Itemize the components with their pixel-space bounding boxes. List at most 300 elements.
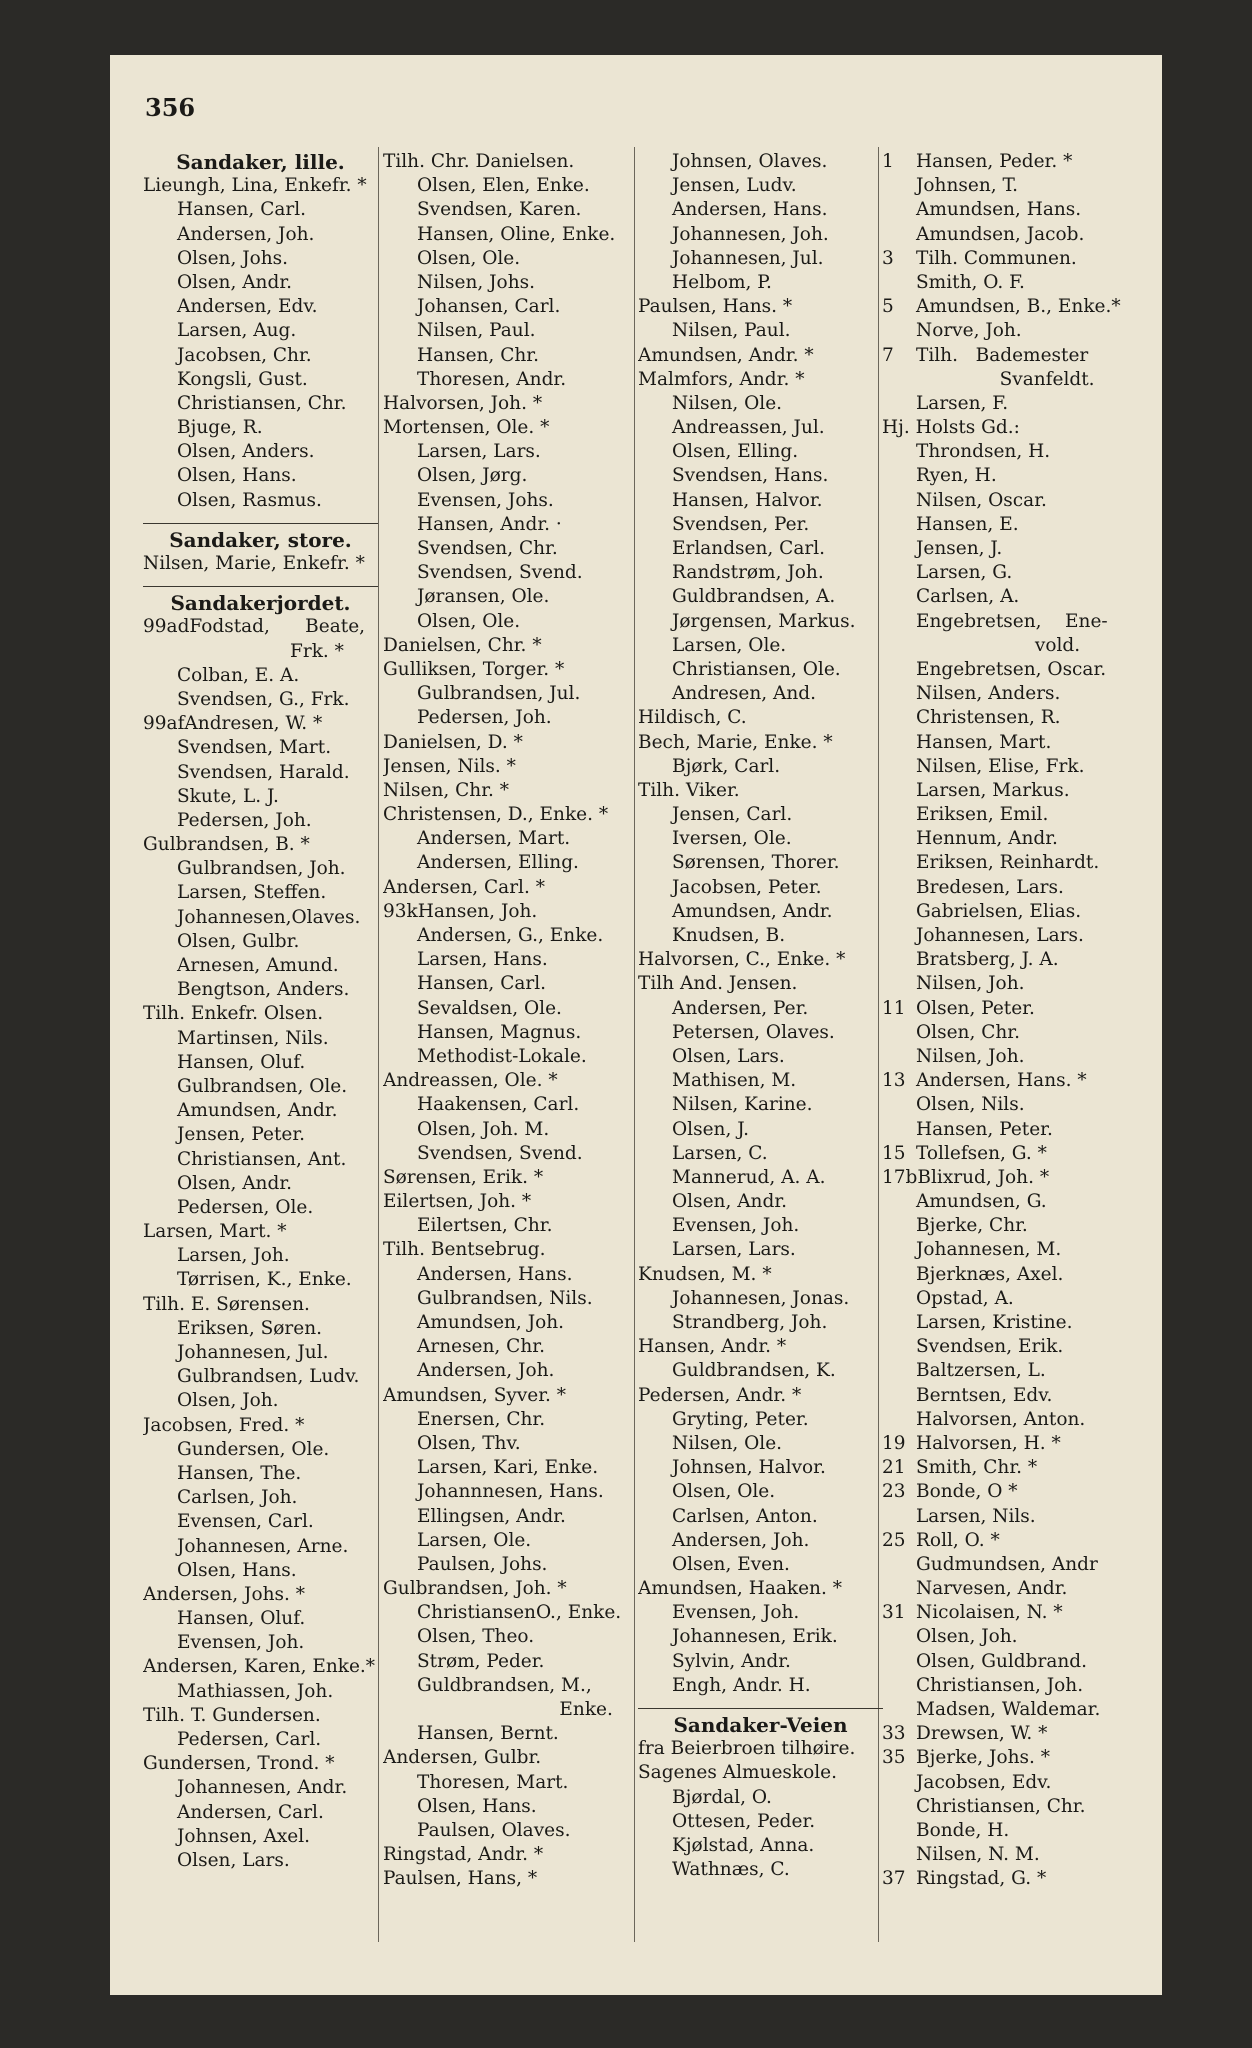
directory-entry: Nilsen, Marie, Enkefr. * <box>143 553 365 574</box>
directory-entry: Halvorsen, Joh. * <box>383 392 543 414</box>
directory-entry: Johnsen, Axel. <box>177 1825 311 1847</box>
directory-entry: Hansen, Oluf. <box>177 1608 306 1630</box>
directory-entry: Pedersen, Carl. <box>177 1729 322 1750</box>
directory-entry: Halvorsen, C., Enke. * <box>638 949 846 971</box>
directory-entry: Larsen, Hans. <box>417 949 548 971</box>
directory-entry: Gulbrandsen, Nils. <box>417 1287 593 1309</box>
directory-entry: Larsen, C. <box>672 1142 768 1164</box>
directory-entry: Lieungh, Lina, Enkefr. * <box>143 175 367 197</box>
directory-entry: Gryting, Peter. <box>672 1408 809 1430</box>
directory-entry: Knudsen, M. * <box>638 1263 772 1285</box>
directory-entry: Tilh. E. Sørensen. <box>143 1293 310 1315</box>
directory-entry: Johannesen, Andr. <box>177 1777 348 1799</box>
directory-entry: Andersen, Mart. <box>417 828 571 850</box>
directory-entry: Larsen, G. <box>916 562 1013 584</box>
house-number: 7 <box>882 344 894 366</box>
directory-entry: Mathiassen, Joh. <box>177 1680 334 1702</box>
directory-entry: fra Beierbroen tilhøire. <box>638 1738 856 1760</box>
directory-entry: Bjørk, Carl. <box>672 755 781 777</box>
directory-entry: Johannesen, Erik. <box>672 1626 838 1648</box>
directory-entry: Amundsen, Andr. <box>177 1100 338 1122</box>
directory-entry: Olsen, Thv. <box>417 1432 521 1454</box>
directory-entry: Andreassen, Jul. <box>672 417 825 439</box>
directory-entry: Hansen, Magnus. <box>417 1021 582 1043</box>
directory-entry: Pedersen, Ole. <box>177 1196 314 1218</box>
directory-entry: Nilsen, Johs. <box>417 271 535 293</box>
directory-entry: Carlsen, A. <box>916 586 1020 608</box>
directory-entry: Hansen, Andr. · <box>417 513 562 535</box>
directory-entry: Thoresen, Mart. <box>417 1771 569 1793</box>
directory-entry: Amundsen, Hans. <box>916 199 1082 221</box>
entry-text: Tilh. Bademester <box>916 344 1089 366</box>
directory-entry: Olsen, Lars. <box>672 1045 785 1067</box>
street-heading: Sandakerjordet. <box>170 591 351 616</box>
directory-entry: Nilsen, Anders. <box>916 683 1061 705</box>
numbered-entry <box>882 295 1127 319</box>
directory-entry: Larsen, Markus. <box>916 779 1070 801</box>
directory-entry: Guldbrandsen, A. <box>672 586 836 608</box>
directory-entry: Gulbrandsen, Joh. <box>177 858 346 880</box>
directory-entry: Christiansen, Ant. <box>177 1148 347 1170</box>
directory-entry: Larsen, Steffen. <box>177 882 327 904</box>
column-3 <box>638 150 883 1882</box>
directory-entry: Hansen, Bernt. <box>417 1723 559 1745</box>
directory-entry: Hansen, The. <box>177 1462 302 1484</box>
directory-entry: Johannesen, Lars. <box>916 925 1084 946</box>
directory-entry: Paulsen, Olaves. <box>417 1819 571 1841</box>
entry-text: Blixrud, Joh. * <box>917 1166 1050 1188</box>
directory-entry: Andersen, Edv. <box>177 296 318 318</box>
column-rule <box>378 147 379 1942</box>
directory-entry: Carlsen, Anton. <box>672 1505 818 1527</box>
directory-entry: Ellingsen, Andr. <box>417 1505 566 1527</box>
directory-entry: Amundsen, G. <box>916 1191 1047 1213</box>
directory-entry: Larsen, Kari, Enke. <box>417 1457 599 1479</box>
directory-entry: Kongsli, Gust. <box>177 368 308 390</box>
directory-entry: Svendsen, G., Frk. <box>177 688 350 710</box>
entry-text: Tollefsen, G. * <box>916 1142 1047 1164</box>
directory-entry: Thoresen, Andr. <box>417 368 567 390</box>
directory-entry: Ottesen, Peder. <box>672 1810 816 1832</box>
directory-entry: Svendsen, Mart. <box>177 737 332 759</box>
directory-entry: Larsen, Kristine. <box>916 1312 1073 1333</box>
directory-entry: Nilsen, Paul. <box>417 320 536 342</box>
directory-entry: Tørrisen, K., Enke. <box>177 1269 352 1291</box>
directory-entry: Jensen, J. <box>916 538 1003 559</box>
directory-entry: Larsen, Ole. <box>672 634 787 656</box>
directory-entry: Andersen, Joh. <box>672 1529 810 1551</box>
directory-entry: Jørgensen, Markus. <box>672 610 856 632</box>
directory-entry: Olsen, Andr. <box>672 1191 788 1213</box>
directory-entry: Jensen, Carl. <box>672 804 793 826</box>
directory-entry: Hansen, Mart. <box>916 731 1052 753</box>
numbered-entry <box>882 1166 1127 1190</box>
directory-entry: Andreassen, Ole. * <box>383 1070 558 1092</box>
column-4 <box>882 150 1127 1892</box>
house-number: 13 <box>882 1070 906 1092</box>
directory-entry: Throndsen, H. <box>916 441 1051 463</box>
directory-entry: Arnesen, Chr. <box>417 1336 545 1358</box>
numbered-entry <box>882 1069 1127 1093</box>
directory-entry: Nilsen, Chr. * <box>383 779 510 801</box>
directory-entry: Amundsen, Syver. * <box>383 1384 567 1406</box>
directory-entry: Mathisen, M. <box>672 1070 797 1092</box>
directory-entry: Jacobsen, Chr. <box>177 344 312 366</box>
directory-entry: Jøransen, Ole. <box>417 586 550 608</box>
directory-entry: Paulsen, Hans, * <box>383 1868 538 1890</box>
entry-text: Andersen, Hans. * <box>916 1070 1087 1092</box>
directory-entry: Gulbrandsen, Jul. <box>417 683 581 705</box>
directory-entry: Tilh. Bentsebrug. <box>383 1239 546 1261</box>
numbered-entry <box>882 1722 1127 1746</box>
directory-entry: Jensen, Ludv. <box>672 175 797 197</box>
entry-text: Halvorsen, H. * <box>916 1432 1061 1454</box>
street-heading: Sandaker-Veien <box>673 1713 848 1737</box>
directory-entry: Johannnesen, Hans. <box>417 1481 604 1503</box>
directory-entry: Olsen, Elling. <box>672 441 799 463</box>
directory-entry: 99afAndresen, W. * <box>143 713 323 735</box>
directory-entry: Christensen, D., Enke. * <box>383 804 609 826</box>
directory-entry: Hansen, Carl. <box>417 973 547 995</box>
directory-entry: Petersen, Olaves. <box>672 1021 835 1043</box>
directory-page <box>110 55 1162 1995</box>
directory-entry: Larsen, Lars. <box>417 441 541 463</box>
entry-text: Olsen, Peter. <box>916 997 1035 1019</box>
directory-entry: Arnesen, Amund. <box>177 955 339 976</box>
directory-entry: Svendsen, Hans. <box>672 465 829 487</box>
directory-entry: Eriksen, Emil. <box>916 804 1049 826</box>
entry-text: Tilh. Communen. <box>916 247 1077 269</box>
directory-entry: Andersen, Gulbr. <box>383 1747 542 1769</box>
directory-entry: Kjølstad, Anna. <box>672 1834 815 1856</box>
directory-entry: Guldbrandsen, K. <box>672 1360 836 1382</box>
directory-entry: Johannesen, Joh. <box>672 223 829 245</box>
directory-entry: Hansen, Oluf. <box>177 1051 306 1073</box>
directory-entry: Christiansen, Ole. <box>672 658 841 680</box>
directory-entry: Andersen, Joh. <box>177 223 315 245</box>
directory-entry: Gulbrandsen, B. * <box>143 834 310 856</box>
directory-entry: Enersen, Chr. <box>417 1408 546 1430</box>
directory-entry: Bjuge, R. <box>177 417 263 439</box>
directory-entry: Andersen, G., Enke. <box>417 925 604 946</box>
directory-entry: Bratsberg, J. A. <box>916 949 1059 971</box>
house-number: 11 <box>882 997 906 1019</box>
entry-text: Drewsen, W. * <box>916 1723 1048 1745</box>
directory-entry: Olsen, Gulbr. <box>177 930 300 952</box>
directory-entry: Gundersen, Trond. * <box>143 1753 335 1775</box>
entry-text: Ringstad, G. * <box>916 1868 1047 1890</box>
entry-text: Bonde, O * <box>916 1481 1018 1503</box>
directory-entry: Eilertsen, Joh. * <box>383 1191 532 1213</box>
directory-entry: Johannesen, M. <box>916 1239 1062 1261</box>
directory-entry: Gulliksen, Torger. * <box>383 658 565 680</box>
directory-entry: Amundsen, Jacob. <box>916 223 1085 245</box>
directory-entry: Larsen, Joh. <box>177 1245 290 1267</box>
directory-entry: Andersen, Carl. <box>177 1801 324 1823</box>
directory-entry: Iversen, Ole. <box>672 828 792 850</box>
directory-entry: Gulbrandsen, Ludv. <box>177 1366 360 1388</box>
house-number: 3 <box>882 247 894 269</box>
numbered-entry <box>882 1529 1127 1553</box>
column-1 <box>143 150 378 1873</box>
directory-entry: Engebretsen, Ene- <box>916 610 1108 632</box>
directory-entry: Carlsen, Joh. <box>177 1487 298 1509</box>
directory-entry: Svendsen, Per. <box>672 513 810 535</box>
directory-entry: Johnsen, Olaves. <box>672 151 828 172</box>
directory-entry: Sørensen, Thorer. <box>672 852 840 874</box>
section-divider <box>143 523 378 524</box>
entry-text: Hansen, Peder. * <box>916 151 1073 172</box>
directory-entry: Paulsen, Hans. * <box>638 296 793 318</box>
directory-entry: Eilertsen, Chr. <box>417 1215 553 1237</box>
directory-entry: Evensen, Carl. <box>177 1511 314 1533</box>
directory-entry: Johnsen, Halvor. <box>672 1457 826 1479</box>
entry-text: Roll, O. * <box>916 1529 1000 1551</box>
directory-entry: Bengtson, Anders. <box>177 979 350 1001</box>
directory-entry: 93kHansen, Joh. <box>383 900 538 922</box>
directory-entry: Pedersen, Andr. * <box>638 1384 802 1406</box>
directory-entry: Johansen, Carl. <box>417 296 561 318</box>
directory-entry: Sevaldsen, Ole. <box>417 997 562 1019</box>
directory-entry: Amundsen, Andr. <box>672 900 833 922</box>
directory-entry: Johannesen, Arne. <box>177 1535 349 1557</box>
house-number: 15 <box>882 1142 906 1164</box>
house-number: 17b <box>882 1166 918 1188</box>
directory-entry: Tilh. Viker. <box>638 779 740 801</box>
house-number: 25 <box>882 1529 906 1551</box>
directory-entry: Hansen, Chr. <box>417 344 539 366</box>
directory-entry: Sylvin, Andr. <box>672 1650 791 1672</box>
directory-entry: Bonde, H. <box>916 1819 1010 1841</box>
house-number: 1 <box>882 151 894 172</box>
directory-entry: Svendsen, Karen. <box>417 199 582 221</box>
directory-entry: Hennum, Andr. <box>916 828 1058 850</box>
directory-entry: Paulsen, Johs. <box>417 1553 548 1575</box>
directory-entry: Johannesen, Jul. <box>672 247 824 269</box>
directory-entry: Andersen, Carl. * <box>383 876 545 898</box>
numbered-entry <box>882 1456 1127 1480</box>
directory-entry: Tilh. T. Gundersen. <box>143 1704 321 1726</box>
directory-entry: Methodist-Lokale. <box>417 1045 587 1067</box>
directory-entry: Nilsen, Joh. <box>916 1045 1025 1067</box>
section-divider <box>143 586 378 587</box>
directory-entry: Christensen, R. <box>916 707 1061 729</box>
directory-entry: Olsen, Elen, Enke. <box>417 175 590 197</box>
directory-entry: Olsen, Even. <box>672 1553 790 1575</box>
page-number: 356 <box>145 93 196 122</box>
directory-entry: Tilh And. Jensen. <box>638 973 798 995</box>
directory-entry: Svendsen, Svend. <box>417 562 583 584</box>
directory-entry: Olsen, Andr. <box>177 1172 293 1194</box>
directory-entry: Malmfors, Andr. * <box>638 368 805 390</box>
directory-entry: Christiansen, Joh. <box>916 1674 1084 1696</box>
numbered-entry <box>882 150 1127 174</box>
directory-entry: Gundersen, Ole. <box>177 1438 330 1460</box>
directory-entry: Andersen, Elling. <box>417 852 579 874</box>
numbered-entry <box>882 1746 1127 1770</box>
house-number: 19 <box>882 1432 906 1454</box>
directory-entry: Nilsen, Paul. <box>672 320 791 342</box>
directory-entry: Nilsen, N. M. <box>916 1844 1040 1866</box>
directory-entry: Hansen, Andr. * <box>638 1336 787 1358</box>
directory-entry: Olsen, Joh. M. <box>417 1118 550 1140</box>
directory-entry: Smith, O. F. <box>916 271 1025 293</box>
directory-entry: Engebretsen, Oscar. <box>916 658 1107 680</box>
directory-entry: Nilsen, Ole. <box>672 392 783 414</box>
directory-entry: Svanfeldt. <box>882 368 1095 390</box>
directory-entry: Olsen, Rasmus. <box>177 489 322 511</box>
directory-entry: Olsen, Guldbrand. <box>916 1650 1088 1672</box>
directory-entry: Randstrøm, Joh. <box>672 562 824 584</box>
directory-entry: Gulbrandsen, Joh. * <box>383 1578 567 1600</box>
directory-entry: Johnsen, T. <box>916 175 1019 197</box>
directory-entry: Svendsen, Svend. <box>417 1142 583 1164</box>
directory-entry: Danielsen, D. * <box>383 731 523 753</box>
directory-entry: Tilh. Chr. Danielsen. <box>383 151 575 172</box>
directory-entry: Erlandsen, Carl. <box>672 538 825 559</box>
directory-entry: Nilsen, Oscar. <box>916 489 1047 511</box>
directory-entry: Colban, E. A. <box>177 664 300 686</box>
street-heading: Sandaker, lille. <box>176 150 345 174</box>
directory-entry: Evensen, Joh. <box>672 1215 800 1237</box>
numbered-entry <box>882 1432 1127 1456</box>
directory-entry: Olsen, Johs. <box>177 247 289 269</box>
directory-entry: Eriksen, Søren. <box>177 1317 322 1339</box>
directory-entry: Olsen, Hans. <box>177 465 297 487</box>
column-2 <box>383 150 633 1892</box>
directory-entry: Olsen, Joh. <box>177 1390 279 1412</box>
directory-entry: Evensen, Johs. <box>417 489 554 511</box>
directory-entry: Jensen, Peter. <box>177 1124 306 1146</box>
directory-entry: Svendsen, Harald. <box>177 761 350 783</box>
directory-entry: Pedersen, Joh. <box>177 809 312 831</box>
directory-entry: 99adFodstad, Beate, <box>143 616 366 638</box>
house-number: 33 <box>882 1723 906 1745</box>
directory-entry: Hansen, E. <box>916 513 1019 535</box>
directory-entry: Mannerud, A. A. <box>672 1166 826 1188</box>
directory-entry: Larsen, Aug. <box>177 320 297 342</box>
directory-entry: Madsen, Waldemar. <box>916 1699 1101 1720</box>
directory-entry: Frk. * <box>143 640 344 662</box>
directory-entry: ChristiansenO., Enke. <box>417 1602 622 1624</box>
directory-entry: Narvesen, Andr. <box>916 1578 1068 1600</box>
directory-entry: Olsen, Andr. <box>177 271 293 293</box>
directory-entry: Olsen, Lars. <box>177 1849 290 1871</box>
directory-entry: Andersen, Karen, Enke.* <box>143 1656 376 1678</box>
directory-entry: Olsen, Hans. <box>417 1795 537 1817</box>
directory-entry: Bjørdal, O. <box>672 1786 772 1808</box>
directory-entry: Bjerknæs, Axel. <box>916 1263 1064 1285</box>
house-number: 5 <box>882 296 894 318</box>
directory-entry: Gulbrandsen, Ole. <box>177 1075 348 1097</box>
directory-entry: Christiansen, Chr. <box>177 392 347 414</box>
entry-text: Amundsen, B., Enke.* <box>916 296 1121 318</box>
directory-entry: Larsen, F. <box>916 392 1009 414</box>
directory-entry: Guldbrandsen, M., <box>417 1674 592 1696</box>
directory-entry: Skute, L. J. <box>177 785 279 807</box>
house-number: 35 <box>882 1747 906 1769</box>
directory-entry: Christiansen, Chr. <box>916 1795 1086 1817</box>
house-number: 31 <box>882 1602 906 1624</box>
directory-entry: Hansen, Halvor. <box>672 489 823 511</box>
directory-entry: Martinsen, Nils. <box>177 1027 329 1049</box>
directory-entry: vold. <box>882 634 1081 656</box>
directory-entry: Larsen, Ole. <box>417 1529 532 1551</box>
directory-entry: Knudsen, B. <box>672 925 786 946</box>
directory-entry: Johannesen,Olaves. <box>177 906 361 928</box>
directory-entry: Jensen, Nils. * <box>383 755 516 777</box>
directory-entry: Andresen, And. <box>672 683 817 705</box>
numbered-entry <box>882 1142 1127 1166</box>
directory-entry: Amundsen, Andr. * <box>638 344 814 366</box>
directory-entry: Jacobsen, Fred. * <box>143 1414 305 1436</box>
directory-entry: Andersen, Hans. <box>417 1263 573 1285</box>
house-number: 21 <box>882 1457 906 1479</box>
directory-entry: Olsen, Hans. <box>177 1559 297 1581</box>
entry-text: Nicolaisen, N. * <box>916 1602 1063 1624</box>
numbered-entry <box>882 1601 1127 1625</box>
directory-entry: Olsen, Chr. <box>916 1021 1020 1043</box>
directory-entry: Larsen, Lars. <box>672 1239 796 1261</box>
numbered-entry <box>882 247 1127 271</box>
directory-entry: Sørensen, Erik. * <box>383 1166 544 1188</box>
entry-text: Bjerke, Johs. * <box>916 1747 1051 1769</box>
directory-entry: Mortensen, Ole. * <box>383 417 550 439</box>
directory-entry: Helbom, P. <box>672 271 772 293</box>
directory-entry: Evensen, Joh. <box>672 1602 800 1624</box>
directory-entry: Bjerke, Chr. <box>916 1215 1028 1237</box>
section-divider <box>638 1708 883 1709</box>
directory-entry: Pedersen, Joh. <box>417 707 552 729</box>
street-heading: Sandaker, store. <box>169 527 352 552</box>
entry-text: Smith, Chr. * <box>916 1457 1038 1479</box>
directory-entry: Hansen, Oline, Enke. <box>417 223 616 245</box>
directory-entry: Evensen, Joh. <box>177 1632 305 1654</box>
directory-entry: Nilsen, Joh. <box>916 973 1025 995</box>
directory-entry: Nilsen, Elise, Frk. <box>916 755 1085 777</box>
directory-entry: Halvorsen, Anton. <box>916 1408 1086 1430</box>
directory-entry: Larsen, Nils. <box>916 1505 1036 1527</box>
directory-entry: Olsen, J. <box>672 1118 750 1140</box>
directory-entry: Norve, Joh. <box>916 320 1022 342</box>
directory-entry: Johannesen, Jul. <box>177 1342 329 1363</box>
directory-entry: Svendsen, Erik. <box>916 1336 1064 1358</box>
directory-entry: Larsen, Mart. * <box>143 1221 287 1243</box>
house-number: 23 <box>882 1481 906 1503</box>
numbered-entry <box>882 997 1127 1021</box>
directory-entry: Danielsen, Chr. * <box>383 634 542 656</box>
directory-entry: Olsen, Jørg. <box>417 465 528 487</box>
numbered-entry <box>882 344 1127 368</box>
directory-entry: Nilsen, Karine. <box>672 1094 813 1116</box>
directory-entry: Olsen, Nils. <box>916 1094 1025 1116</box>
directory-entry: Gabrielsen, Elias. <box>916 900 1082 922</box>
directory-entry: Baltzersen, L. <box>916 1360 1046 1382</box>
directory-entry: Andersen, Per. <box>672 997 809 1019</box>
directory-entry: Sagenes Almueskole. <box>638 1762 838 1784</box>
numbered-entry <box>882 1867 1127 1891</box>
directory-entry: Ryen, H. <box>916 465 997 487</box>
house-number: 37 <box>882 1868 906 1890</box>
directory-entry: Olsen, Ole. <box>417 247 521 269</box>
numbered-entry <box>882 1480 1127 1504</box>
directory-entry: Hildisch, C. <box>638 707 747 729</box>
directory-entry: Olsen, Ole. <box>417 610 521 632</box>
directory-entry: Andersen, Johs. * <box>143 1583 306 1605</box>
directory-entry: Wathnæs, C. <box>672 1859 790 1881</box>
directory-entry: Amundsen, Haaken. * <box>638 1578 842 1600</box>
directory-entry: Amundsen, Joh. <box>417 1312 565 1333</box>
